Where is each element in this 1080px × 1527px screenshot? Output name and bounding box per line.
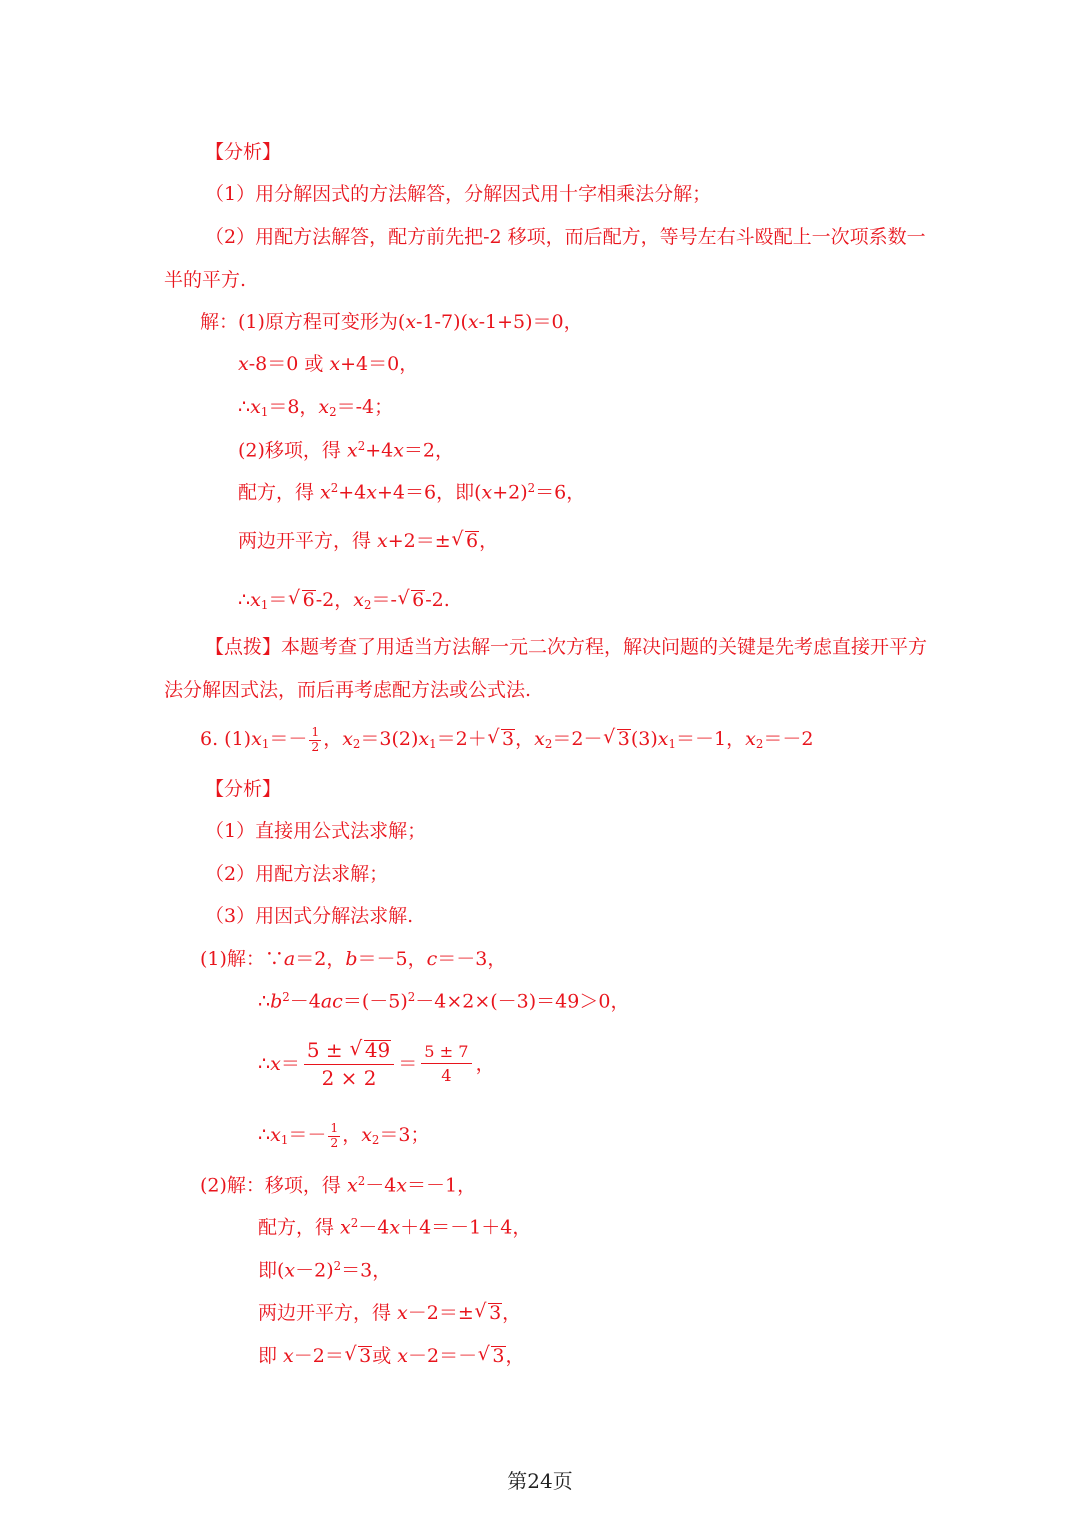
solution-line-2: x-8＝0 或 x+4＝0， <box>238 353 419 375</box>
fraction-half: $\frac{1}{2}$ <box>311 725 320 754</box>
solution3-line-2: 配方，得 $x^2-4x+4=-1+4$， <box>258 1216 532 1239</box>
sqrt-3: √ 3 <box>358 1346 372 1366</box>
analysis-item-2: （2）用配方法解答，配方前先把-2 移项，而后配方，等号左右斗殴配上一次项系数一 <box>205 226 926 248</box>
answer-6: 6. $(1)x_1=-$ $\frac{1}{2}$ ，$x_2=3(2)x_1=2+√$ 3，$x_2=2-√$ $3(3)x_1=-1$，$x_2=-2$ <box>200 726 813 754</box>
quadratic-fraction: $\frac{5 \pm √ 49}{2 \times 2}$ <box>304 1040 394 1089</box>
analysis-title-2: 【分析】 <box>205 778 282 800</box>
solution-line-7: $\therefore x_1=√$ 6-2，$x_2=-√$ 6-2. <box>238 590 450 612</box>
analysis-item-2-cont: 半的平方. <box>164 269 247 291</box>
solution2-line-1: (1)解：∵a＝2，b＝－5，c＝－3， <box>200 948 507 970</box>
tip-line-2: 法分解因式法，而后再考虑配方法或公式法. <box>164 679 532 701</box>
solution3-line-4: 两边开平方，得 x－2＝±√ 3， <box>258 1303 521 1323</box>
solution2-line-2: $\therefore b^2-4ac=(-5)^2-4\times 2\times(-3)=49>0$， <box>258 990 630 1013</box>
sqrt-6: √ 6 <box>411 590 425 610</box>
solution2-line-4: $\therefore x_1=-$ $\frac{1}{2}$ ，$x_2=3$； <box>258 1121 430 1150</box>
simplified-fraction: $\frac{5 \pm 7}{4}$ <box>421 1044 471 1084</box>
sqrt-6: √ 6 <box>302 590 316 610</box>
analysis-title-1: 【分析】 <box>205 141 282 163</box>
sqrt-3: √ 3 <box>617 729 631 749</box>
solution2-line-3: ∴x＝ $\frac{5 \pm √ 49}{2 \times 2}$ ＝ $\frac{5 \pm 7}{4}$ ， <box>258 1040 495 1089</box>
solution-line-5: 配方，得 $x^2+4x+4=6$，即$(x+2)^2=6$， <box>238 481 586 504</box>
page-number: 第24页 <box>507 1469 573 1493</box>
sqrt-6: √ 6 <box>465 531 479 551</box>
solution-line-4: (2)移项，得 $x^2+4x=2$， <box>238 439 455 462</box>
analysis-item-1: （1）用分解因式的方法解答，分解因式用十字相乘法分解； <box>205 183 712 205</box>
tip-line-1: 【点拨】本题考查了用适当方法解一元二次方程，解决问题的关键是先考虑直接开平方 <box>205 636 928 658</box>
solution3-line-1: (2)解：移项，得 $x^2-4x=-1$， <box>200 1174 477 1197</box>
solution-line-6: 两边开平方，得 x+2＝±√ 6， <box>238 531 498 551</box>
sqrt-49: √ 49 <box>364 1040 391 1061</box>
sqrt-3: √ 3 <box>491 1346 505 1366</box>
solution-line-3: $\therefore x_1=8$，$x_2=-4$； <box>238 396 394 419</box>
sqrt-3: √ 3 <box>501 729 515 749</box>
fraction-half: $\frac{1}{2}$ <box>330 1121 339 1150</box>
analysis2-item-3: （3）用因式分解法求解. <box>205 905 414 927</box>
sqrt-3: √ 3 <box>488 1303 502 1323</box>
solution3-line-3: 即$(x-2)^2=3$， <box>258 1259 392 1282</box>
analysis2-item-2: （2）用配方法求解； <box>205 863 389 885</box>
solution3-line-5: 即 x－2＝√ 3或 x－2＝－√ 3， <box>258 1346 525 1366</box>
analysis2-item-1: （1）直接用公式法求解； <box>205 820 427 842</box>
solution-line-1: 解：(1)原方程可变形为(x-1-7)(x-1+5)＝0， <box>200 311 583 333</box>
